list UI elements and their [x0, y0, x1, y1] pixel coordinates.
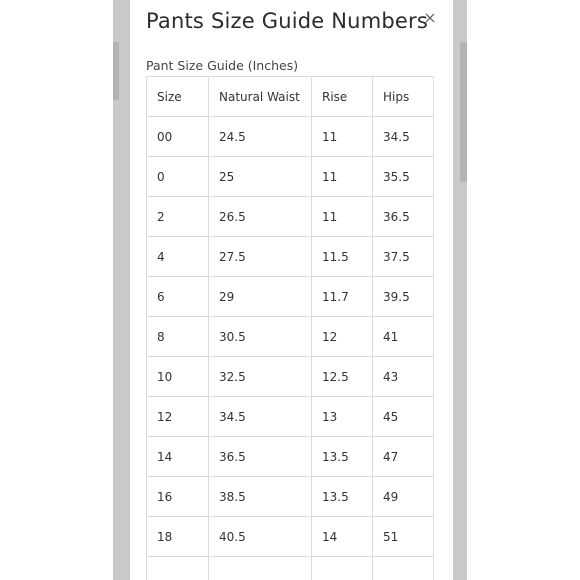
cell-rise: 11	[312, 117, 373, 157]
cell-rise: 11	[312, 157, 373, 197]
table-row	[147, 277, 434, 317]
cell-size: 12	[147, 397, 209, 437]
cell-hips: 39.5	[373, 277, 434, 317]
table-row	[147, 517, 434, 557]
cell-size: 14	[147, 437, 209, 477]
cell-rise: 11.7	[312, 277, 373, 317]
table-header-row	[147, 77, 434, 117]
cell-hips: 47	[373, 437, 434, 477]
header-hips: Hips	[373, 77, 434, 117]
cell-natural-waist: 24.5	[209, 117, 312, 157]
table-row	[147, 197, 434, 237]
header-rise: Rise	[312, 77, 373, 117]
cell-size: 8	[147, 317, 209, 357]
table-row	[147, 117, 434, 157]
table-row	[147, 317, 434, 357]
header-natural-waist: Natural Waist	[209, 77, 312, 117]
cell-size: 2	[147, 197, 209, 237]
table-row-partial	[147, 557, 434, 580]
cell-size: 16	[147, 477, 209, 517]
cell-rise: 13.5	[312, 437, 373, 477]
cell-size: 4	[147, 237, 209, 277]
table-row	[147, 157, 434, 197]
table-row	[147, 437, 434, 477]
close-button[interactable]	[421, 9, 439, 27]
cell-natural-waist: 30.5	[209, 317, 312, 357]
header-size: Size	[147, 77, 209, 117]
cell-size: 10	[147, 357, 209, 397]
cell-natural-waist: 36.5	[209, 437, 312, 477]
cell-natural-waist: 38.5	[209, 477, 312, 517]
cell-natural-waist: 26.5	[209, 197, 312, 237]
cell-rise: 14	[312, 517, 373, 557]
cell-rise: 13.5	[312, 477, 373, 517]
cell-empty	[312, 557, 373, 580]
cell-empty	[373, 557, 434, 580]
cell-hips: 34.5	[373, 117, 434, 157]
cell-hips: 36.5	[373, 197, 434, 237]
size-guide-modal	[130, 0, 453, 580]
cell-natural-waist: 27.5	[209, 237, 312, 277]
cell-size: 6	[147, 277, 209, 317]
cell-rise: 12	[312, 317, 373, 357]
table-row	[147, 397, 434, 437]
cell-hips: 43	[373, 357, 434, 397]
cell-rise: 11	[312, 197, 373, 237]
cell-hips: 45	[373, 397, 434, 437]
cell-empty	[209, 557, 312, 580]
cell-size: 0	[147, 157, 209, 197]
cell-natural-waist: 32.5	[209, 357, 312, 397]
cell-natural-waist: 29	[209, 277, 312, 317]
close-icon	[425, 13, 435, 23]
size-table	[146, 76, 434, 580]
cell-hips: 41	[373, 317, 434, 357]
background-scrollbar-right[interactable]	[460, 42, 467, 182]
table-row	[147, 357, 434, 397]
background-scrollbar-left	[113, 42, 119, 100]
table-row	[147, 477, 434, 517]
cell-hips: 37.5	[373, 237, 434, 277]
cell-size: 18	[147, 517, 209, 557]
table-row	[147, 237, 434, 277]
cell-size: 00	[147, 117, 209, 157]
cell-empty	[147, 557, 209, 580]
modal-title: Pants Size Guide Numbers	[146, 9, 428, 33]
cell-rise: 12.5	[312, 357, 373, 397]
cell-natural-waist: 34.5	[209, 397, 312, 437]
cell-rise: 13	[312, 397, 373, 437]
cell-hips: 49	[373, 477, 434, 517]
cell-natural-waist: 25	[209, 157, 312, 197]
cell-natural-waist: 40.5	[209, 517, 312, 557]
cell-rise: 11.5	[312, 237, 373, 277]
cell-hips: 35.5	[373, 157, 434, 197]
cell-hips: 51	[373, 517, 434, 557]
table-caption: Pant Size Guide (Inches)	[146, 58, 299, 73]
